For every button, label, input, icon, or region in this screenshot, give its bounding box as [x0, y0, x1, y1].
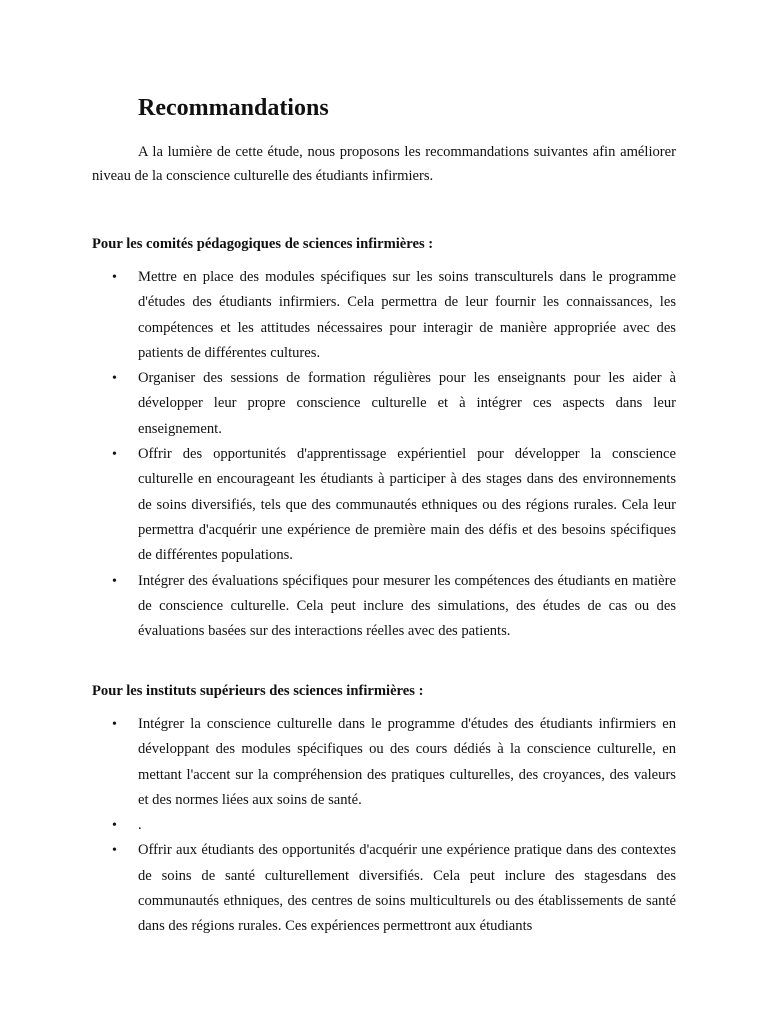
list-item-text: Intégrer la conscience culturelle dans le programme d'études des étudiants infirmiers en développant des modules spécifiques ou des cours dédiés à la conscience culturelle, en mettant l'accent sur la compréhension des pratiques culturelles, des croyances, des valeurs et des normes liées aux soins de santé. [138, 716, 676, 808]
bullet-icon: • [112, 573, 117, 589]
section-heading-comites: Pour les comités pédagogiques de sciences infirmières : [92, 236, 434, 252]
intro-paragraph: A la lumière de cette étude, nous proposons les recommandations suivantes afin améliorer niveau de la conscience culturelle des étudiants infirmiers. [92, 144, 676, 184]
bullet-icon: • [112, 717, 117, 732]
bullet-icon: • [112, 270, 117, 285]
list-item [92, 712, 676, 813]
bullet-icon: • [112, 447, 117, 463]
list-item-text: . [138, 817, 142, 834]
list-item [92, 813, 676, 838]
list-item-text: Mettre en place des modules spécifiques sur les soins transculturels dans le programme d'études des étudiants infirmiers. Cela permettra de leur fournir les connaissances, les compétences et les attitudes nécessaires pour interagir de manière appropriée avec des patients de différentes cultures. [138, 269, 676, 361]
list-item-text: Organiser des sessions de formation régulières pour les enseignants pour les aider à développer leur propre conscience culturelle et à intégrer ces aspects dans leur enseignement. [138, 370, 676, 437]
list-item-text: Intégrer des évaluations spécifiques pour mesurer les compétences des étudiants en matière de conscience culturelle. Cela peut inclure des simulations, des études de cas ou des évaluations basées sur des interactions réelles avec des patients. [138, 572, 676, 640]
recommendation-list-comites [92, 265, 676, 644]
bullet-icon: • [112, 818, 117, 834]
page-title: Recommandations [138, 95, 329, 121]
section-heading-instituts: Pour les instituts supérieurs des sciences infirmières : [92, 683, 424, 699]
recommendation-list-instituts [92, 712, 676, 940]
list-item [92, 838, 676, 939]
bullet-icon: • [112, 843, 117, 859]
list-item [92, 442, 676, 568]
list-item [92, 569, 676, 645]
list-item-text: Offrir des opportunités d'apprentissage expérientiel pour développer la conscience culturelle en encourageant les étudiants à participer à des stages dans des environnements de soins diversifiés, tels que des communautés ethniques ou des régions rurales. Cela leur permettra d'acquérir une expérience de première main des défis et des besoins spécifiques de différentes populations. [138, 446, 676, 564]
list-item [92, 265, 676, 366]
list-item [92, 366, 676, 442]
bullet-icon: • [112, 371, 117, 387]
list-item-text: Offrir aux étudiants des opportunités d'acquérir une expérience pratique dans des contextes de soins de santé culturellement diversifiés. Cela peut inclure des stagesdans des communautés ethniques, des centres de soins multiculturels ou des établissements de santé dans des régions rurales. Ces expériences permettront aux étudiants [138, 842, 676, 935]
